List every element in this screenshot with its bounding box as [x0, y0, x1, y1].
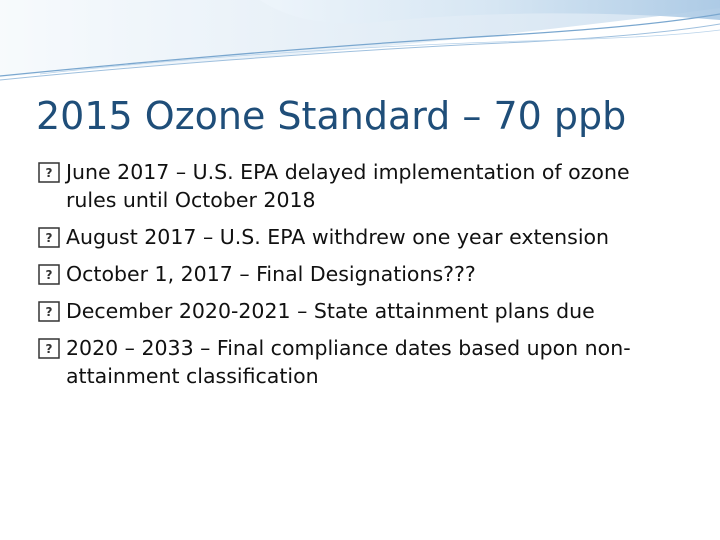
bullet-text: 2020 – 2033 – Final compliance dates based upon non-attainment classification — [66, 336, 631, 388]
bullet-item — [38, 223, 678, 251]
svg-text:?: ? — [45, 342, 53, 356]
bullet-text: August 2017 – U.S. EPA withdrew one year extension — [66, 225, 610, 249]
missing-glyph-icon — [38, 264, 60, 285]
decorative-wave-header — [0, 0, 720, 90]
bullet-list — [38, 158, 678, 399]
bullet-item — [38, 260, 678, 288]
bullet-item — [38, 297, 678, 325]
svg-text:?: ? — [45, 166, 53, 180]
bullet-text: June 2017 – U.S. EPA delayed implementation of ozone rules until October 2018 — [66, 160, 630, 212]
svg-text:?: ? — [45, 231, 53, 245]
svg-text:?: ? — [45, 305, 53, 319]
missing-glyph-icon — [38, 227, 60, 248]
svg-text:?: ? — [45, 268, 53, 282]
missing-glyph-icon — [38, 301, 60, 322]
bullet-text: December 2020-2021 – State attainment plans due — [66, 299, 595, 323]
slide-title: 2015 Ozone Standard – 70 ppb — [36, 94, 627, 138]
missing-glyph-icon — [38, 338, 60, 359]
missing-glyph-icon — [38, 162, 60, 183]
bullet-text: October 1, 2017 – Final Designations??? — [66, 262, 476, 286]
bullet-item — [38, 334, 678, 390]
bullet-item — [38, 158, 678, 214]
